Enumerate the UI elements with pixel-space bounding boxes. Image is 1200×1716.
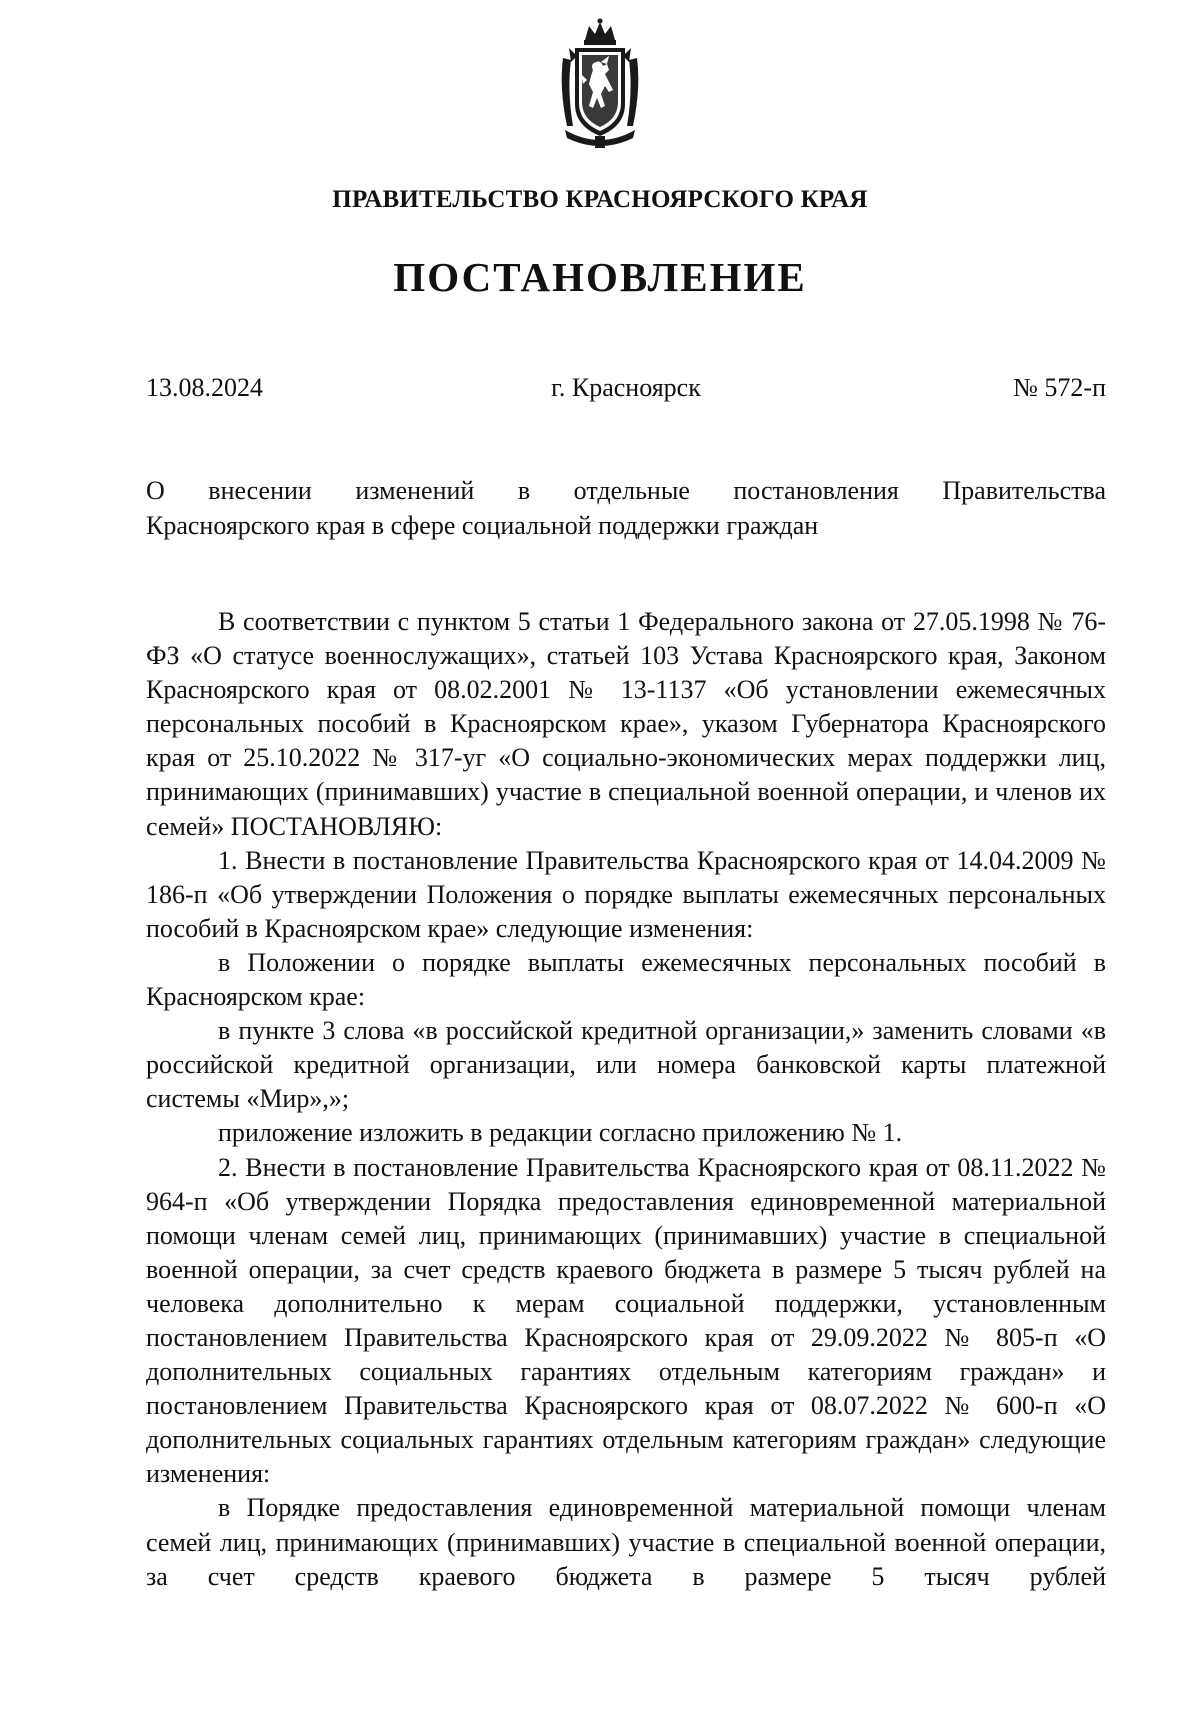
body-paragraph: приложение изложить в редакции согласно приложению № 1. <box>218 1118 903 1148</box>
body-paragraph: 2. Внести в постановление Правительства Красноярского края от 08.11.2022 № 964-п «Об утверждении Порядка предоставления единовременной материальной помощи членам семей лиц, принимающих (принимавших) участие в специальной военной операции, за счет средств краевого бюджета в размере 5 тысяч рублей на человека дополнительно к мерам социальной поддержки, установленным постановлением Правительства Красноярского края от 29.09.2022 № 805-п «О дополнительных социальных гарантиях отдельным категориям граждан» и постановлением Правительства Красноярского края от 08.07.2022 № 600-п «О дополнительных социальных гарантиях отдельным категориям граждан» следующие изменения: <box>146 1152 1106 1489</box>
document-body <box>146 605 1106 1594</box>
subject-line: О внесении изменений в отдельные постановления Правительства <box>146 476 1106 505</box>
government-title: ПРАВИТЕЛЬСТВО КРАСНОЯРСКОГО КРАЯ <box>332 186 868 213</box>
subject-line: Красноярского края в сфере социальной поддержки граждан <box>146 511 819 540</box>
body-paragraph: в Положении о порядке выплаты ежемесячных персональных пособий в Красноярском крае: <box>146 947 1106 1012</box>
document-city: г. Красноярск <box>551 373 701 402</box>
document-subject <box>146 473 1106 543</box>
document-meta <box>146 373 1106 409</box>
body-paragraph: В соответствии с пунктом 5 статьи 1 Федерального закона от 27.05.1998 № 76-ФЗ «О статусе военнослужащих», статьей 103 Устава Красноярского края, Законом Красноярского края от 08.02.2001 № 13-1137 «Об установлении ежемесячных персональных пособий в Красноярском крае», указом Губернатора Красноярского края от 25.10.2022 № 317-уг «О социально-экономических мерах поддержки лиц, принимающих (принимавших) участие в специальной военной операции, и членов их семей» ПОСТАНОВЛЯЮ: <box>146 607 1106 841</box>
body-paragraph: 1. Внести в постановление Правительства Красноярского края от 14.04.2009 № 186-п «Об утверждении Положения о порядке выплаты ежемесячных персональных пособий в Красноярском крае» следующие изменения: <box>146 845 1106 943</box>
document-date: 13.08.2024 <box>146 373 263 402</box>
document-type-heading: ПОСТАНОВЛЕНИЕ <box>393 254 807 300</box>
body-paragraph: в пункте 3 слова «в российской кредитной организации,» заменить словами «в российской кредитной организации, или номера банковской карты платежной системы «Мир»,»; <box>146 1016 1106 1114</box>
document-number: № 572-п <box>1013 373 1106 402</box>
body-paragraph: в Порядке предоставления единовременной материальной помощи членам семей лиц, принимающих (принимавших) участие в специальной военной операции, за счет средств краевого бюджета в размере 5 тысяч рублей <box>146 1493 1106 1591</box>
krasnoyarsk-coat-of-arms-icon <box>557 18 643 150</box>
